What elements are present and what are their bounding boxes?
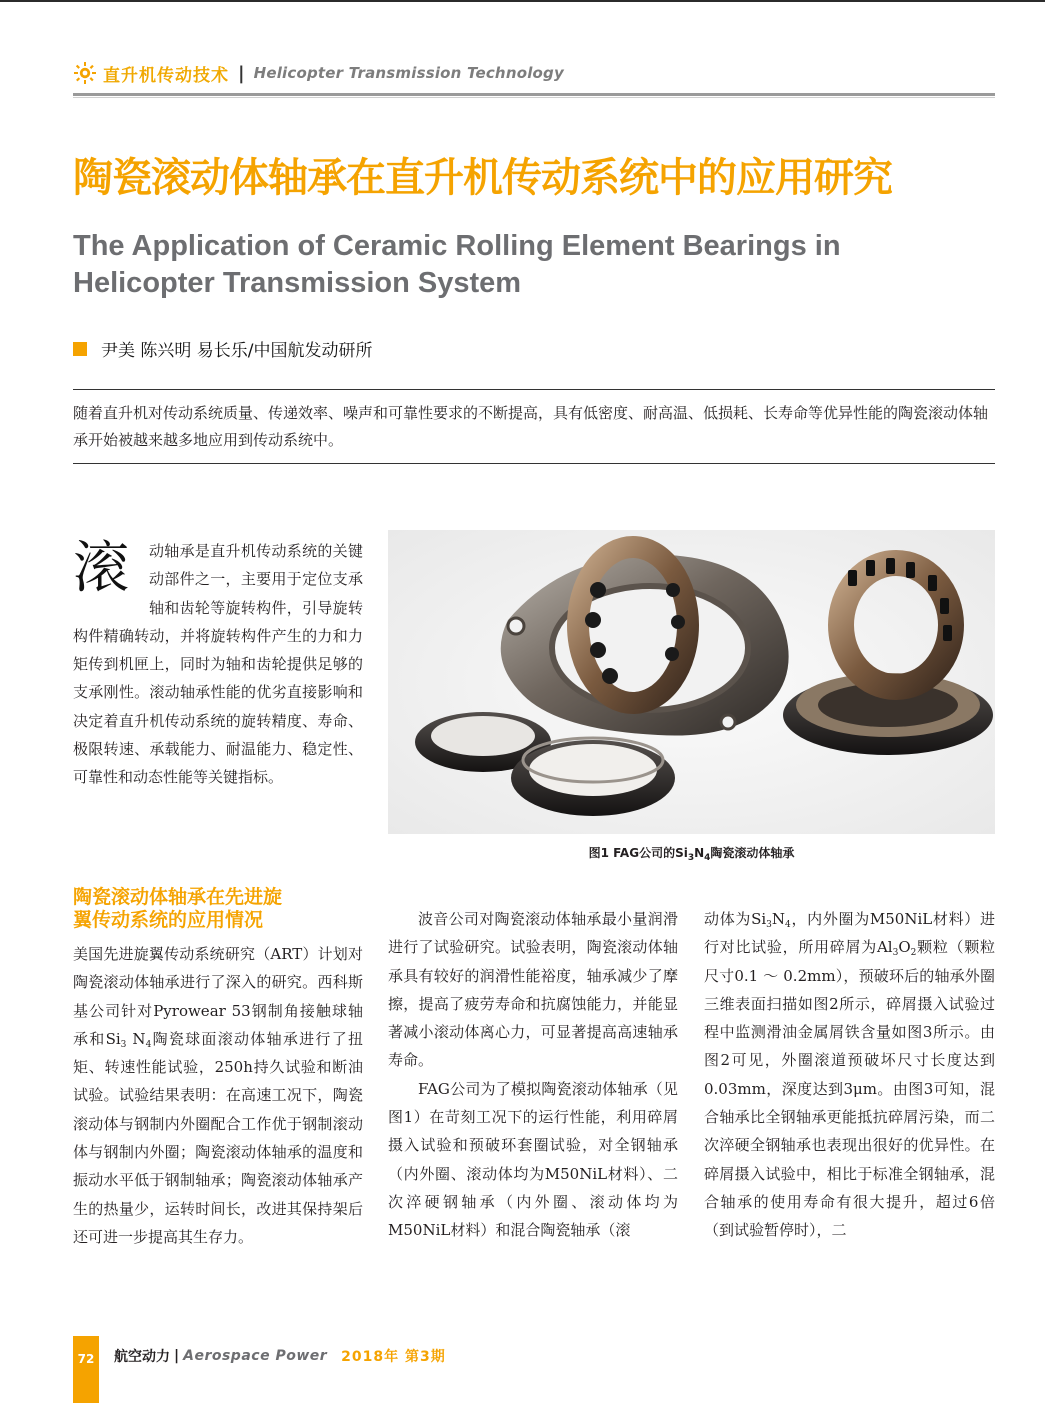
section-paragraph-3: FAG公司为了模拟陶瓷滚动体轴承（见图1）在苛刻工况下的运行性能，利用碎屑摄入试验和预破环套圈试验，对全钢轴承（内外圈、滚动体均为M50NiL材料）、二次淬硬钢轴承（内外圈、滚动体均为M50NiL材料）和混合陶瓷轴承（滚	[388, 1079, 678, 1240]
p3c-sub3: 3	[892, 948, 899, 959]
journal-name-cn: 航空动力	[114, 1349, 170, 1365]
p1-part-b: N	[126, 1029, 146, 1048]
p3c-sub1: 3	[766, 920, 772, 930]
title-cn: 陶瓷滚动体轴承在直升机传动系统中的应用研究	[73, 155, 892, 201]
p3c-part-a: 动体为Si	[704, 910, 767, 928]
p3c-part-d: O	[898, 938, 911, 957]
p3c-sub2: 4	[785, 920, 791, 930]
p3c-part-e: 颗粒（颗粒尺寸0.1 ～ 0.2mm），预破环后的轴承外圈三维表面扫描如图2所示，碎屑摄入试验过程中监测滑油金属屑铁含量如图3所示。由图2可见，外圈滚道预破坏尺寸长度达到0.03mm，深度达到3μm。由图3可知，混合轴承比全钢轴承更能抵抗碎屑污染，而二次淬硬全钢轴承也表现出很好的优异性。在碎屑摄入试验中，相比于标准全钢轴承，混合轴承的使用寿命有很大提升，超过6倍（到试验暂停时），二	[704, 938, 995, 1240]
p1-sub1: 3	[120, 1039, 127, 1050]
header-rule	[73, 93, 995, 96]
p1-part-a: 美国先进旋翼传动系统研究（ART）计划对陶瓷滚动体轴承进行了深入的研究。西科斯基公司针对Pyrowear 53钢制角接触球轴承和Si	[73, 945, 363, 1048]
section-heading-line2: 翼传动系统的应用情况	[73, 909, 264, 931]
section-heading	[73, 886, 373, 932]
column-3	[704, 905, 995, 1245]
authors: 尹美 陈兴明 易长乐/中国航发动研所	[101, 341, 373, 361]
abstract-rule-bottom	[73, 463, 995, 464]
caption-mid: N	[694, 846, 705, 860]
title-en-line1: The Application of Ceramic Rolling Element Bearings in	[73, 230, 841, 262]
footer-separator: |	[174, 1348, 180, 1364]
column-2	[388, 905, 678, 1245]
running-head-separator: |	[238, 62, 245, 84]
footer-page-tab	[73, 1336, 99, 1403]
bearings-illustration	[388, 530, 995, 834]
journal-name-en: Aerospace Power	[183, 1348, 328, 1364]
p3c-part-b: N	[771, 910, 786, 928]
page-number: 72	[77, 1352, 95, 1366]
p1-part-c: 陶瓷球面滚动体轴承进行了扭矩、转速性能试验，250h持久试验和断油试验。试验结果表明：在高速工况下，陶瓷滚动体与钢制内外圈配合工作优于钢制滚动体与钢制内外圈；陶瓷滚动体轴承的温度和振动水平低于钢制轴承；陶瓷滚动体轴承产生的热量少，运转时间长，改进其保持架后还可进一步提高其生存力。	[73, 1029, 363, 1246]
gear-sun-logo-icon	[73, 61, 97, 85]
title-en	[73, 228, 973, 302]
footer	[114, 1346, 446, 1366]
header-rule-thin	[73, 97, 995, 98]
running-head-en: Helicopter Transmission Technology	[253, 64, 564, 82]
top-rule	[0, 0, 1045, 2]
running-head	[73, 60, 564, 86]
dropcap: 滚	[73, 536, 129, 601]
intro-text: 动轴承是直升机传动系统的关键动部件之一，主要用于定位支承轴和齿轮等旋转构件，引导旋转构件精确转动，并将旋转构件产生的力和力矩传到机匣上，同时为轴和齿轮提供足够的支承刚性。滚动轴承性能的优劣直接影响和决定着直升机传动系统的旋转精度、寿命、极限转速、承载能力、耐温能力、稳定性、可靠性和动态性能等关键指标。	[73, 542, 363, 787]
section-paragraph-1	[73, 940, 363, 1251]
authors-line	[73, 336, 373, 361]
caption-sub1: 3	[687, 853, 695, 863]
running-head-cn: 直升机传动技术	[103, 65, 229, 86]
intro-paragraph	[73, 537, 363, 792]
caption-sub2: 4	[704, 853, 711, 863]
caption-suffix: 陶瓷滚动体轴承	[710, 846, 795, 860]
abstract-rule-top	[73, 389, 995, 390]
p1-sub2: 4	[145, 1039, 152, 1050]
caption-prefix: 图1 FAG公司的Si	[588, 846, 688, 860]
journal-issue: 2018年 第3期	[341, 1349, 446, 1365]
p3c-part-c: ，内外圈为M50NiL材料）进行对比试验，所用碎屑为Al	[704, 910, 995, 957]
section-paragraph-2: 波音公司对陶瓷滚动体轴承最小量润滑进行了试验研究。试验表明，陶瓷滚动体轴承具有较好的润滑性能裕度，轴承减少了摩擦，提高了疲劳寿命和抗腐蚀能力，并能显著减小滚动体离心力，可显著提高高速轴承寿命。	[388, 910, 678, 1070]
p3c-sub4: 2	[910, 948, 917, 959]
figure-bearings-photo	[388, 530, 995, 834]
author-square-marker	[73, 342, 87, 356]
title-en-line2: Helicopter Transmission System	[73, 267, 522, 299]
figure-caption	[388, 844, 995, 861]
abstract: 随着直升机对传动系统质量、传递效率、噪声和可靠性要求的不断提高，具有低密度、耐高温、低损耗、长寿命等优异性能的陶瓷滚动体轴承开始被越来越多地应用到传动系统中。	[73, 404, 989, 449]
section-heading-line1: 陶瓷滚动体轴承在先进旋	[73, 886, 283, 908]
